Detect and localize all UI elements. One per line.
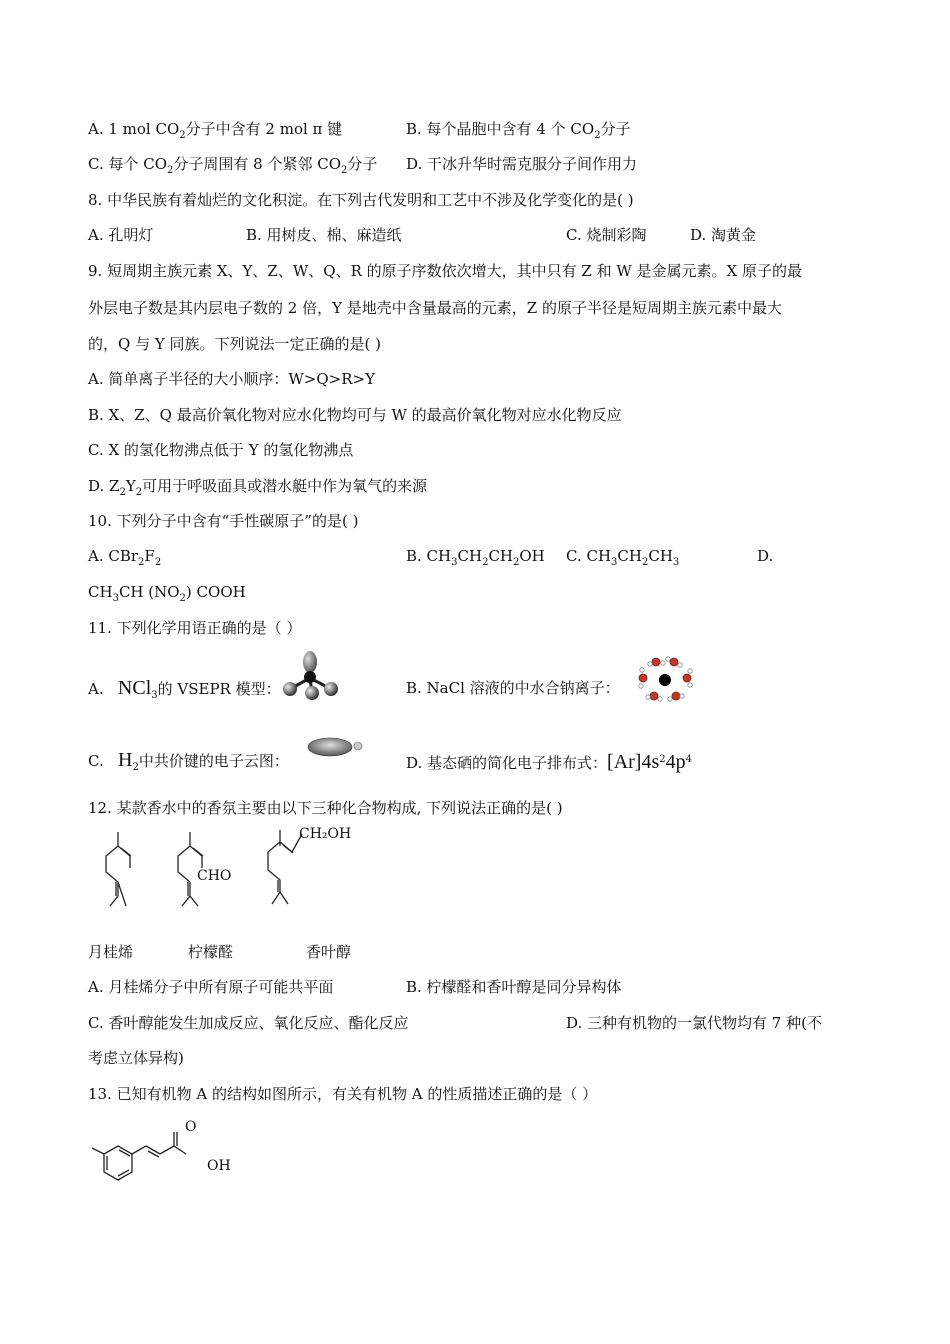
- vsepr-model-image: [280, 648, 342, 700]
- q10-option-d: $CH_3CH$ $(NO_2)$ COOH: [88, 583, 246, 604]
- q7-option-a: A. 1 mol $CO_2$分子中含有 2 mol π 键: [88, 120, 343, 141]
- q7-option-b: B. 每个晶胞中含有 4 个 $CO_2$分子: [406, 120, 631, 141]
- q12-option-a: A. 月桂烯分子中所有原子可能共平面: [88, 978, 334, 996]
- q7-option-c: C. 每个 $CO_2$分子周围有 8 个紧邻 $CO_2$分子: [88, 155, 378, 176]
- q10-stem: 10. 下列分子中含有“手性碳原子”的是( ): [88, 512, 359, 530]
- q10-option-a: A. $CBr_2F_2$: [88, 547, 162, 568]
- cho-label: CHO: [197, 868, 232, 884]
- q10-option-d-label: D.: [757, 547, 774, 565]
- q11-option-d: D. 基态硒的简化电子排布式：$[Ar]4s^24p^4$: [406, 751, 692, 773]
- q9-stem-line3: 的，Q 与 Y 同族。下列说法一定正确的是( ): [88, 335, 381, 353]
- q9-stem-line2: 外层电子数是其内层电子数的 2 倍，Y 是地壳中含量最高的元素，Z 的原子半径是短周期主族元素中最大: [88, 299, 782, 317]
- q8-option-a: A. 孔明灯: [88, 226, 154, 244]
- q11-option-a: A. NCl$_3$的 VSEPR 模型：: [88, 677, 281, 701]
- q12-option-d: D. 三种有机物的一氯代物均有 7 种(不: [566, 1014, 822, 1032]
- q12-option-d-continued: 考虑立体异构): [88, 1049, 184, 1067]
- q12-stem: 12. 某款香水中的香氛主要由以下三种化合物构成, 下列说法正确的是( ): [88, 799, 563, 817]
- q11-option-b: B. NaCl 溶液的中水合钠离子：: [406, 679, 620, 697]
- q11-option-c: C. $H_2$中共价键的电子云图：: [88, 749, 289, 773]
- carbonyl-o-label: O: [185, 1119, 197, 1135]
- q8-option-b: B. 用树皮、棉、麻造纸: [246, 226, 402, 244]
- name-geraniol: 香叶醇: [306, 943, 352, 961]
- q9-option-b: B. X、Z、Q 最高价氧化物对应水化物均可与 W 的最高价氧化物对应水化物反应: [88, 406, 622, 424]
- ch2oh-label: CH₂OH: [299, 826, 352, 842]
- electron-cloud-image: [306, 736, 364, 758]
- q9-option-a: A. 简单离子半径的大小顺序：W>Q>R>Y: [88, 370, 375, 388]
- q7-option-d: D. 干冰升华时需克服分子间作用力: [406, 155, 638, 173]
- name-citral: 柠檬醛: [188, 943, 234, 961]
- q8-option-d: D. 淘黄金: [690, 226, 757, 244]
- q12-option-c: C. 香叶醇能发生加成反应、氧化反应、酯化反应: [88, 1014, 409, 1032]
- hydrated-sodium-ion-image: [636, 656, 694, 702]
- q8-option-c: C. 烧制彩陶: [566, 226, 647, 244]
- q11-stem: 11. 下列化学用语正确的是（ ）: [88, 619, 302, 637]
- q13-stem: 13. 已知有机物 A 的结构如图所示，有关有机物 A 的性质描述正确的是（ ）: [88, 1085, 598, 1103]
- q8-stem: 8. 中华民族有着灿烂的文化积淀。在下列古代发明和工艺中不涉及化学变化的是( ): [88, 191, 634, 209]
- q12-option-b: B. 柠檬醛和香叶醇是同分异构体: [406, 978, 622, 996]
- q9-option-c: C. X 的氢化物沸点低于 Y 的氢化物沸点: [88, 441, 354, 459]
- q10-option-b: B. $CH_3CH_2CH_2OH$: [406, 547, 545, 568]
- name-myrcene: 月桂烯: [88, 943, 134, 961]
- hydroxyl-label: OH: [207, 1158, 231, 1174]
- q9-option-d: D. $Z_2Y_2$可用于呼吸面具或潜水艇中作为氧气的来源: [88, 477, 428, 498]
- q10-option-c: C. $CH_3CH_2CH_3$: [566, 547, 680, 568]
- q9-stem-line1: 9. 短周期主族元素 X、Y、Z、W、Q、R 的原子序数依次增大，其中只有 Z 和 W 是金属元素。X 原子的最: [88, 262, 802, 280]
